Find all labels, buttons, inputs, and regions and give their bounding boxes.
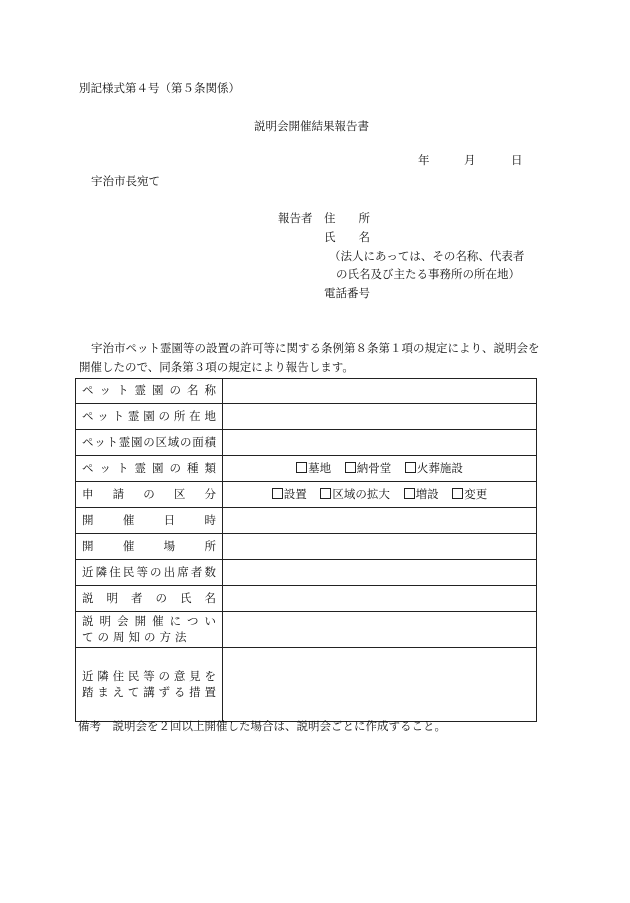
row-label-explainer-name: 説明者の氏名 — [76, 586, 223, 612]
reporter-label: 報告者 — [278, 211, 313, 225]
cemetery-type-options — [223, 456, 537, 482]
type-option-ossuary[interactable]: 納骨堂 — [345, 461, 392, 475]
cemetery-area-field[interactable] — [223, 430, 537, 456]
row-label-cemetery-name: ペット霊園の名称 — [76, 379, 223, 404]
row-label-meeting-datetime: 開催日時 — [76, 508, 223, 534]
notification-method-field[interactable] — [223, 612, 537, 648]
checkbox-icon — [320, 488, 331, 499]
row-label-response-measures: 近隣住民等の意見を 踏まえて講ずる措置 — [76, 648, 223, 722]
checkbox-icon — [405, 462, 416, 473]
phone-label: 電話番号 — [324, 286, 370, 300]
row-label-cemetery-area: ペット霊園の区域の面積 — [76, 430, 223, 456]
meeting-datetime-field[interactable] — [223, 508, 537, 534]
table-row — [76, 456, 537, 482]
date-day-label: 日 — [511, 153, 523, 167]
table-row — [76, 648, 537, 722]
body-text-line1: 宇治市ペット霊園等の設置の許可等に関する条例第８条第１項の規定により、説明会を — [91, 341, 540, 355]
corporate-note-line1: （法人にあっては、その名称、代表者 — [329, 249, 525, 263]
checkbox-icon — [345, 462, 356, 473]
table-row — [76, 586, 537, 612]
checkbox-icon — [404, 488, 415, 499]
report-form-table — [75, 378, 537, 722]
meeting-place-field[interactable] — [223, 534, 537, 560]
row-label-application-type: 申請の区分 — [76, 482, 223, 508]
application-option-establish[interactable]: 設置 — [272, 487, 307, 501]
table-row — [76, 508, 537, 534]
row-label-meeting-place: 開催場所 — [76, 534, 223, 560]
type-option-grave[interactable]: 墓地 — [296, 461, 331, 475]
row-label-cemetery-type: ペット霊園の種類 — [76, 456, 223, 482]
address-label: 住 所 — [324, 211, 370, 225]
application-option-addition[interactable]: 増設 — [404, 487, 439, 501]
name-label: 氏 名 — [324, 230, 370, 244]
checkbox-icon — [452, 488, 463, 499]
response-measures-field[interactable] — [223, 648, 537, 722]
checkbox-icon — [272, 488, 283, 499]
table-row — [76, 482, 537, 508]
application-option-change[interactable]: 変更 — [452, 487, 487, 501]
type-option-crematorium[interactable]: 火葬施設 — [405, 461, 463, 475]
body-text-line2: 開催したので、同条第３項の規定により報告します。 — [79, 360, 354, 374]
date-year-label: 年 — [418, 153, 430, 167]
application-option-expand-area[interactable]: 区域の拡大 — [320, 487, 390, 501]
attendee-count-field[interactable] — [223, 560, 537, 586]
form-number: 別記様式第４号（第５条関係） — [79, 81, 240, 95]
date-month-label: 月 — [464, 153, 476, 167]
row-label-attendee-count: 近隣住民等の出席者数 — [76, 560, 223, 586]
addressee: 宇治市長宛て — [91, 174, 160, 188]
row-label-notification-method: 説明会開催につい ての周知の方法 — [76, 612, 223, 648]
table-row — [76, 534, 537, 560]
document-title: 説明会開催結果報告書 — [254, 119, 369, 133]
table-row — [76, 560, 537, 586]
explainer-name-field[interactable] — [223, 586, 537, 612]
cemetery-location-field[interactable] — [223, 404, 537, 430]
row-label-cemetery-location: ペット霊園の所在地 — [76, 404, 223, 430]
corporate-note-line2: の氏名及び主たる事務所の所在地） — [336, 267, 520, 281]
application-type-options — [223, 482, 537, 508]
table-row — [76, 404, 537, 430]
cemetery-name-field[interactable] — [223, 379, 537, 404]
table-row — [76, 612, 537, 648]
table-row — [76, 379, 537, 404]
checkbox-icon — [296, 462, 307, 473]
table-row — [76, 430, 537, 456]
remarks-note: 備考 説明会を２回以上開催した場合は、説明会ごとに作成すること。 — [78, 719, 446, 733]
